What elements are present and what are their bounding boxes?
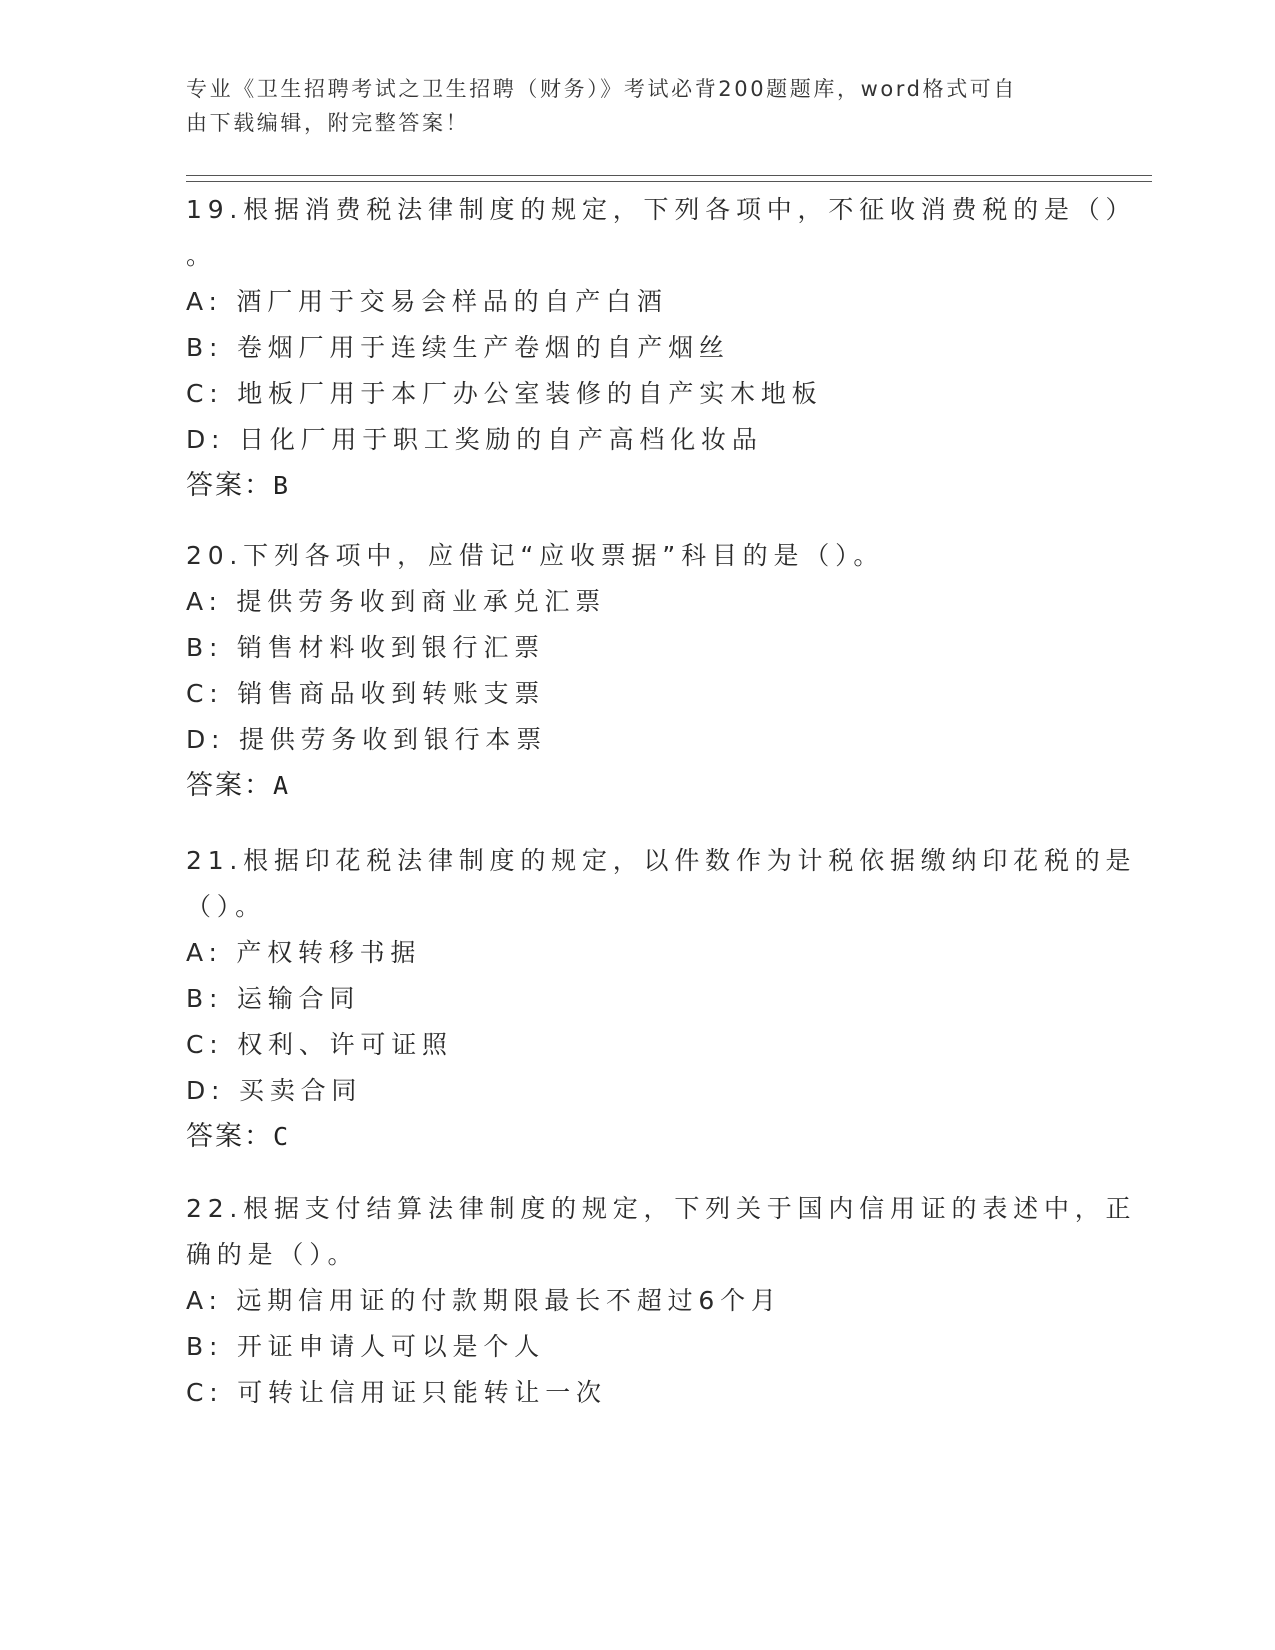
option-c: C: 可转让信用证只能转让一次 <box>186 1378 607 1407</box>
header-rule-thick <box>186 181 1152 182</box>
answer-line <box>186 763 1086 809</box>
question-stem: 21.根据印花税法律制度的规定，以件数作为计税依据缴纳印花税的是 <box>186 846 1137 875</box>
option-c: C: 权利、许可证照 <box>186 1030 453 1059</box>
question-stem: 20.下列各项中，应借记“应收票据”科目的是（）。 <box>186 541 885 570</box>
question-stem: 19.根据消费税法律制度的规定，下列各项中，不征收消费税的是（） <box>186 195 1137 224</box>
question-stem-continued: （）。 <box>186 892 266 921</box>
document-header <box>186 72 1076 140</box>
answer-value: C <box>273 1122 289 1151</box>
option-b: B: 销售材料收到银行汇票 <box>186 633 545 662</box>
question-stem: 22.根据支付结算法律制度的规定，下列关于国内信用证的表述中，正 <box>186 1194 1137 1223</box>
header-line-2: 由下载编辑，附完整答案！ <box>186 111 470 135</box>
option-d: D: 日化厂用于职工奖励的自产高档化妆品 <box>186 425 763 454</box>
answer-label: 答案： <box>186 1121 273 1152</box>
question-20 <box>186 533 1086 809</box>
option-a: A: 提供劳务收到商业承兑汇票 <box>186 587 607 616</box>
header-line-1: 专业《卫生招聘考试之卫生招聘（财务）》考试必背200题题库，word格式可自 <box>186 77 1017 101</box>
option-c: C: 销售商品收到转账支票 <box>186 679 546 708</box>
option-b: B: 卷烟厂用于连续生产卷烟的自产烟丝 <box>186 333 730 362</box>
option-c: C: 地板厂用于本厂办公室装修的自产实木地板 <box>186 379 823 408</box>
option-d: D: 提供劳务收到银行本票 <box>186 725 548 754</box>
option-b: B: 开证申请人可以是个人 <box>186 1332 545 1361</box>
option-b: B: 运输合同 <box>186 984 361 1013</box>
answer-value: A <box>273 771 289 800</box>
header-rule-thin <box>186 175 1152 176</box>
option-a: A: 产权转移书据 <box>186 938 422 967</box>
question-22 <box>186 1186 1137 1416</box>
question-stem-continued: 。 <box>186 241 217 270</box>
question-19 <box>186 187 1137 509</box>
answer-label: 答案： <box>186 770 273 801</box>
question-stem-continued: 确的是（）。 <box>186 1240 359 1269</box>
answer-line <box>186 463 1086 509</box>
answer-label: 答案： <box>186 470 273 501</box>
answer-value: B <box>273 471 289 500</box>
answer-line <box>186 1114 1086 1160</box>
question-21 <box>186 838 1137 1160</box>
option-a: A: 酒厂用于交易会样品的自产白酒 <box>186 287 668 316</box>
option-d: D: 买卖合同 <box>186 1076 363 1105</box>
option-a: A: 远期信用证的付款期限最长不超过6个月 <box>186 1286 782 1315</box>
